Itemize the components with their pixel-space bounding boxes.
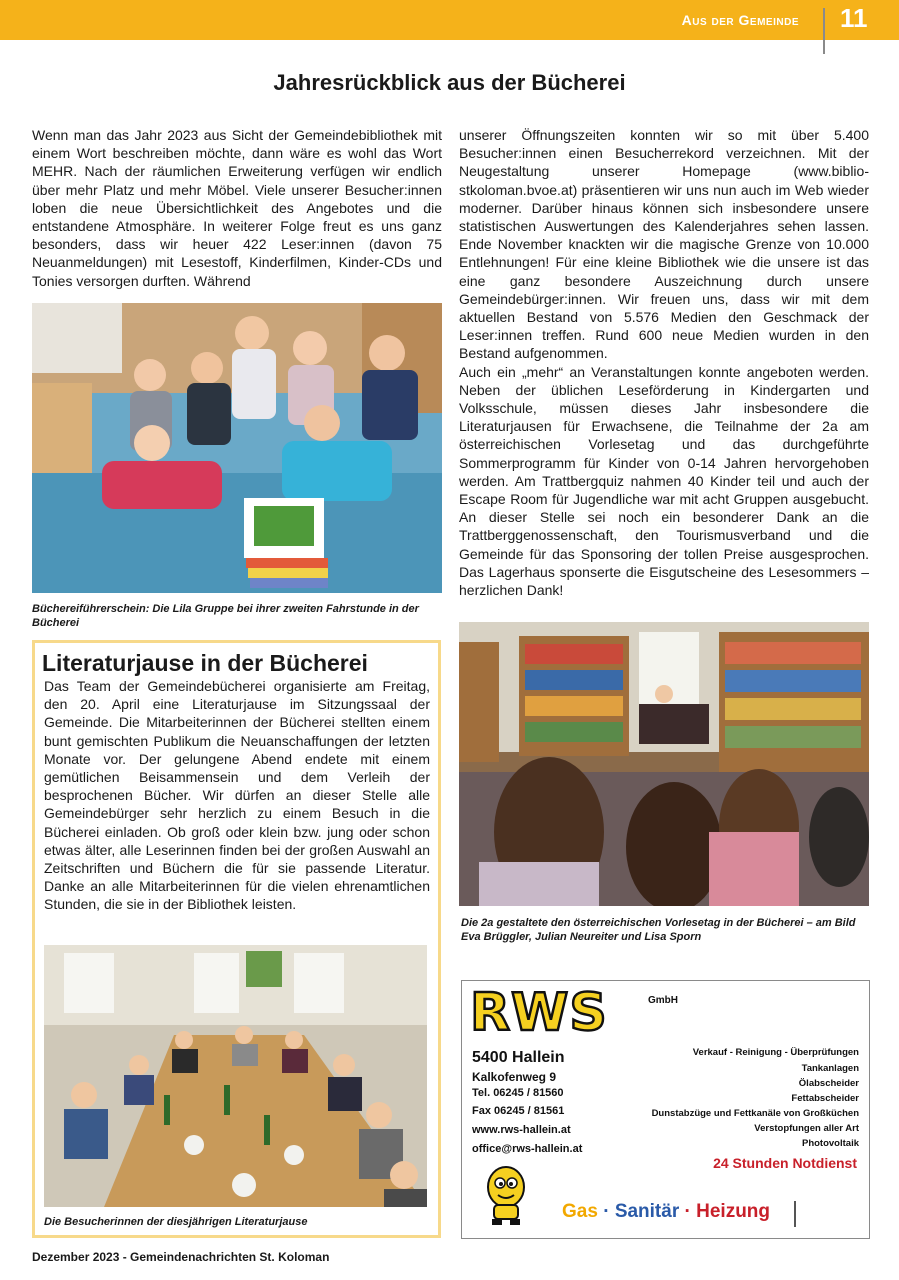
tag-sep-2: · (684, 1201, 691, 1222)
box-text: Das Team der Gemeindebücherei organisierte am Freitag, den 20. April eine Literaturjause im Sitzungssaal der Gemeinde. Die Mitarbeiterinnen der Bücherei stellten einem bunt gemischten Publikum die Neuanschaffungen der letzten Monate vor. Der gelungene Abend endete mit einem gemütlichen Beisammensein und dem Verleih der besprochenen Bücher. Wir dürfen an dieser Stelle alle Gemeindebürger sehr herzlich zu einem Besuch in die Bücherei einladen. Ob groß oder klein bzw. jung oder schon etwas älter, alle Leserinnen finden bei der großen Auswahl an Zeitschriften und Büchern die für sie passende Literatur. Danke an alle Mitarbeiterinnen für die vielen ehrenamtlichen Stunden, die sie in der Bibliothek leisten. (44, 678, 430, 913)
photo-children-library (32, 303, 442, 593)
ad-service-5: Dunstabzüge und Fettkanäle von Großküchen (651, 1108, 859, 1119)
page-number: 11 (840, 3, 868, 33)
tag-sep-1: · (603, 1201, 610, 1222)
ad-service-3: Ölabscheider (798, 1078, 859, 1089)
ad-fax: Fax 06245 / 81561 (472, 1105, 565, 1117)
ad-street: Kalkofenweg 9 (472, 1070, 557, 1084)
tag-heizung: Heizung (696, 1201, 771, 1222)
tag-gas: Gas (562, 1201, 598, 1222)
article-title: Jahresrückblick aus der Bücherei (273, 70, 626, 95)
rws-gmbh: GmbH (648, 995, 678, 1006)
caption-photo-reading-day: Die 2a gestaltete den österreichischen Vorlesetag in der Bücherei – am Bild Eva Brüggler, Julian Neureiter und Lisa Sporn (461, 917, 856, 943)
ad-city: 5400 Hallein (472, 1049, 565, 1066)
rws-advertisement (461, 980, 870, 1239)
page-footer: Dezember 2023 - Gemeindenachrichten St. Koloman (32, 1250, 330, 1264)
ad-emergency: 24 Stunden Notdienst (713, 1155, 857, 1171)
ad-service-4: Fettabscheider (791, 1093, 859, 1104)
ad-service-1: Verkauf - Reinigung - Überprüfungen (692, 1047, 859, 1058)
ad-web: www.rws-hallein.at (472, 1124, 571, 1136)
photo-reading-day (459, 622, 869, 906)
article-text-right (459, 126, 869, 614)
ad-service-6: Verstopfungen aller Art (754, 1123, 859, 1134)
ad-tagline-divider (794, 1201, 796, 1227)
rws-logo: RWS (470, 983, 608, 1043)
caption-photo-children: Büchereiführerschein: Die Lila Gruppe bei ihrer zweiten Fahrstunde in der Bücherei (32, 603, 419, 629)
ad-service-7: Photovoltaik (801, 1138, 859, 1149)
tag-sanitaer: Sanitär (614, 1201, 680, 1222)
section-name: Aus der Gemeinde (681, 12, 799, 28)
ad-email: office@rws-hallein.at (472, 1143, 583, 1155)
ad-service-2: Tankanlagen (801, 1063, 859, 1074)
article-paragraph-1: unserer Öffnungszeiten konnten wir so mit über 5.400 Besucher:innen einen Besucherrekord verzeichnen. Mit der Neugestaltung unserer Homepage (www.biblio-stkoloman.bvoe.at) präsentieren wir uns nun auch im Web wieder moderner. Darüber hinaus können sich insbesondere unsere statistischen Auswertungen des Kalenderjahres sehen lassen. Ende November knackten wir die magische Grenze von 10.000 Entlehnungen! Für eine kleine Bibliothek wie die unsere ist das eine ganz besondere Auszeichnung durch unsere Gemeindebürger:innen. Wir freuen uns, dass wir mit dem aktuellen Bestand von 5.576 Medien den Geschmack der Leser:innen treffen. Rund 600 neue Medien wurden in den Bestand aufgenommen. (459, 127, 869, 362)
caption-photo-literaturjause: Die Besucherinnen der diesjährigen Literaturjause (44, 1216, 308, 1228)
mascot-icon (480, 1165, 532, 1227)
box-title: Literaturjause in der Bücherei (42, 650, 368, 676)
article-paragraph-2: Auch ein „mehr“ an Veranstaltungen konnte angeboten werden. Neben der üblichen Leseförderung in Kindergarten und Volksschule, müssen dieses Jahr insbesondere die Literaturjausen für Erwachsene, die Teilnahme der 2a am österreichischen Vorlesetag und das durchgeführte Sommerprogramm für Kinder von 0-14 Jahren hervorgehoben werden. Am Trattbergquiz nahmen 40 Kinder teil und auch der Escape Room für Jugendliche war mit acht Gruppen ausgebucht. An dieser Stelle sei noch ein besonderer Dank an die Trattberggenossenschaft, den Tourismusverband und die Gemeinde für das Sponsoring der tollen Preise ausgesprochen. Das Lagerhaus sponserte die Eisgutscheine des Lesesommers – herzlichen Dank! (459, 363, 869, 599)
ad-tel: Tel. 06245 / 81560 (472, 1087, 564, 1099)
ad-tagline (562, 1201, 770, 1223)
article-text-left: Wenn man das Jahr 2023 aus Sicht der Gemeindebibliothek mit einem Wort beschreiben möchte, dann wäre es wohl das Wort MEHR. Nach der räumlichen Erweiterung verfügen wir endlich über mehr Platz und mehr Möbel. Viele unserer Besucher:innen loben die neue Übersichtlichkeit des Angebotes und die entstandene Atmosphäre. In weiterer Folge freut es uns ganz besonders, dass wir heuer 422 Leser:innen (davon 75 Neuanmeldungen) mit Lesestoff, Kinderfilmen, Kinder-CDs und Tonies versorgen durften. Während (32, 127, 442, 289)
photo-literaturjause (44, 945, 427, 1207)
header-divider (823, 8, 825, 54)
